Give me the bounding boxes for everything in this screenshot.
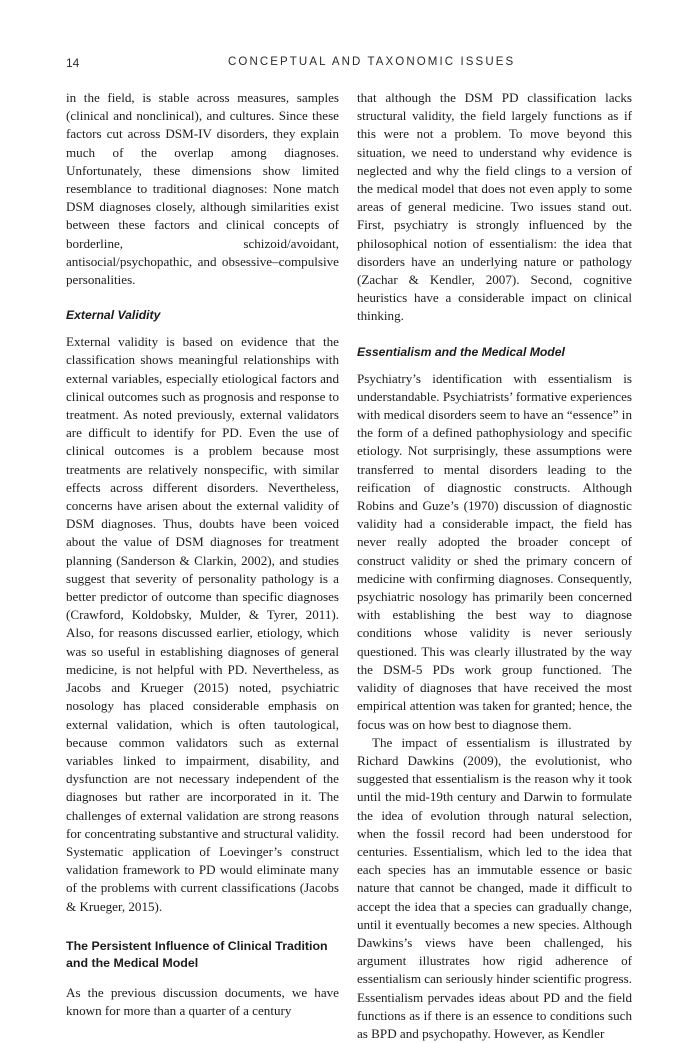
- right-column: [357, 89, 632, 1043]
- running-title: CONCEPTUAL AND TAXONOMIC ISSUES: [228, 56, 516, 68]
- heading-persistent-line-1: The Persistent Influence of Clinical Tradition: [66, 938, 328, 953]
- paragraph-essentialism-1: Psychiatry’s identification with essentialism is understandable. Psychiatrists’ formative experiences with medical disorders seem to have an “essence” in the form of a defined pathophysiology and specific etiology. Not surprisingly, these assumptions were transferred to mental disorders leading to the reification of diagnostic constructs. Although Robins and Guze’s (1970) discussion of diagnostic validity had a considerable impact, the field has never really adopted the broader concept of construct validity or shed the primary concern of medicine with confirming diagnoses. Consequently, psychiatric nosology has primarily been concerned with establishing the best way to diagnose conditions whose validity is never seriously questioned. This was clearly illustrated by the way the DSM-5 PDs work group functioned. The validity of diagnoses that have received the most empirical attention was taken for granted; hence, the focus was on how best to diagnose them.: [357, 370, 632, 732]
- heading-persistent-line-2: and the Medical Model: [66, 955, 199, 970]
- left-column: [66, 89, 339, 1020]
- paragraph-intro: in the field, is stable across measures, samples (clinical and nonclinical), and cultures. Since these factors cut across DSM-IV disorders, they explain much of the overlap among diagnoses. Unfortunately, these dimensions show limited resemblance to traditional diagnoses: None match DSM diagnoses closely, although similarities exist between these factors and clinical concepts of borderline, schizoid/avoidant, antisocial/psychopathic, and obsessive–compulsive personalities.: [66, 90, 339, 288]
- paragraph-external-validity: External validity is based on evidence that the classification shows meaningful relationships with external variables, especially etiological factors and clinical outcomes such as prognosis and response to treatment. As noted previously, external validators are difficult to identify for PD. Even the use of clinical outcomes is a problem because most treatments are relatively nonspecific, with similar effects across different disorders. Nevertheless, concerns have arisen about the external validity of DSM diagnoses. Thus, doubts have been voiced about the value of DSM diagnoses for treatment planning (Sanderson & Clarkin, 2002), and studies suggest that severity of personality pathology is a better predictor of outcome than specific diagnoses (Crawford, Koldobsky, Mulder, & Tyrer, 2011). Also, for reasons discussed earlier, etiology, which was so useful in establishing diagnoses of general medicine, is not helpful with PD. Nevertheless, as Jacobs and Krueger (2015) noted, psychiatric nosology has placed considerable emphasis on external validation, which is often tautological, because common validators such as external variables linked to impairment, disability, and dysfunction are not necessary independent of the diagnoses but rather are incorporated in it. The challenges of external validation are strong reasons for concentrating substantive and structural validity. Systematic application of Loevinger’s construct validation framework to PD would eliminate many of the problems with current classifications (Jacobs & Krueger, 2015).: [66, 334, 339, 914]
- heading-essentialism: Essentialism and the Medical Model: [357, 344, 565, 359]
- paragraph-continued: that although the DSM PD classification lacks structural validity, the field largely functions as if this were not a problem. To move beyond this situation, we need to understand why evidence is neglected and why the field clings to a version of the medical model that does not even apply to some areas of general medicine. Two issues stand out. First, psychiatry is strongly influenced by the philosophical notion of essentialism: the idea that disorders have an underlying nature or pathology (Zachar & Kendler, 2007). Second, cognitive heuristics have a considerable impact on clinical thinking.: [357, 90, 632, 324]
- paragraph-persistent-influence: As the previous discussion documents, we have known for more than a quarter of a century: [66, 984, 339, 1018]
- heading-persistent-influence: [66, 938, 339, 972]
- paragraph-essentialism-2: The impact of essentialism is illustrated by Richard Dawkins (2009), the evolutionist, who suggested that essentialism is the reason why it took until the mid-19th century and Darwin to formulate the idea of evolution through natural selection, when the fossil record had been understood for centuries. Essentialism, which led to the idea that each species has an immutable essence or basic nature that cannot be changed, made it difficult to accept the idea that a species can gradually change, until it eventually becomes a new species. Although Dawkins’s views have been challenged, his argument illustrates how rigid adherence of essentialism can seriously hinder scientific progress. Essentialism pervades ideas about PD and the field functions as if there is an essence to conditions such as BPD and psychopathy. However, as Kendler: [357, 734, 632, 1041]
- running-head: [0, 56, 700, 72]
- page-number: 14: [66, 56, 80, 70]
- heading-external-validity: External Validity: [66, 308, 161, 323]
